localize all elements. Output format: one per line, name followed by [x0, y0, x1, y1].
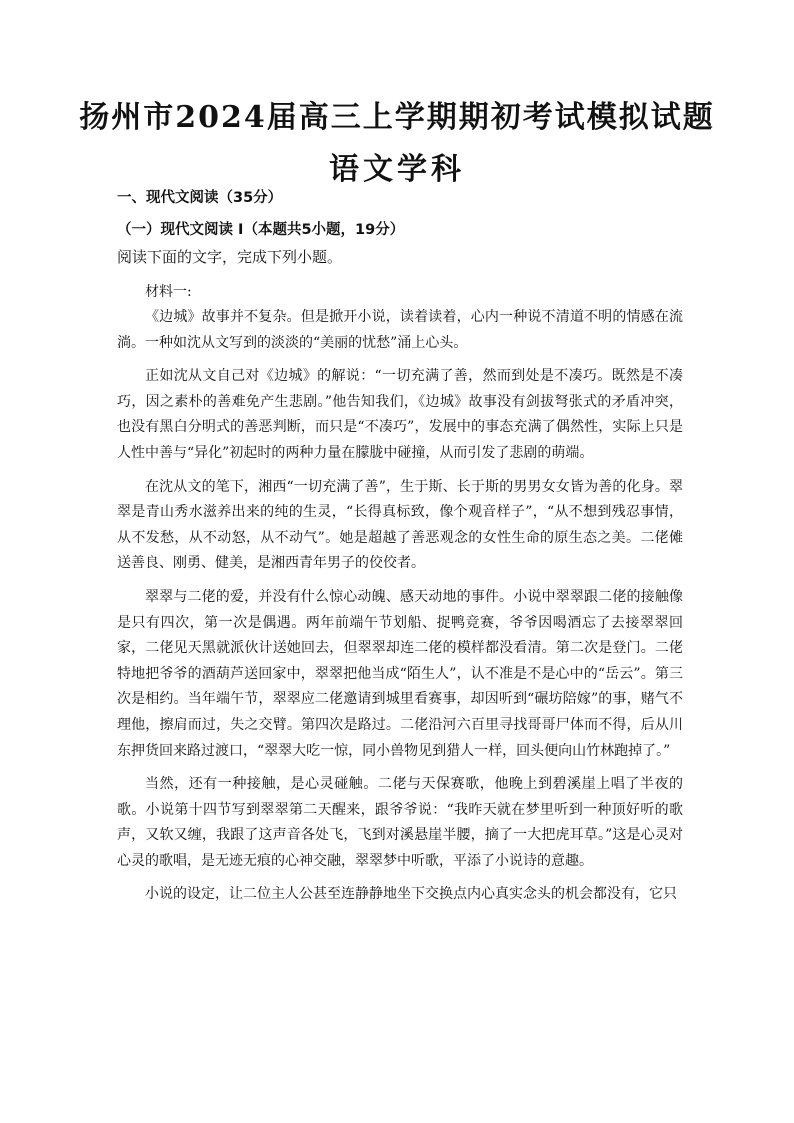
passage-paragraph: 《边城》故事并不复杂。但是掀开小说，读着读着，心内一种说不清道不明的情感在流淌。一种如沈从文写到的淡淡的“美丽的忧愁”涌上心头。	[117, 309, 683, 351]
reading-passage	[117, 305, 683, 916]
reading-instruction: 阅读下面的文字，完成下列小题。	[117, 248, 343, 266]
passage-paragraph: 在沈从文的笔下，湘西“一切充满了善”，生于斯、长于斯的男男女女皆为善的化身。翠翠是青山秀水滋养出来的纯的生灵，“长得真标致，像个观音样子”，“从不想到残忍事情，从不发愁，从不动怒，从不动气”。她是超越了善恶观念的女性生命的原生态之美。二佬傩送善良、刚勇、健美，是湘西青年男子的佼佼者。	[117, 478, 683, 572]
exam-subject: 语文学科	[329, 152, 465, 187]
exam-title: 扬州市2024届高三上学期期初考试模拟试题	[79, 100, 715, 135]
section-heading: 一、现代文阅读（35分）	[117, 190, 283, 206]
passage-paragraph: 翠翠与二佬的爱，并没有什么惊心动魄、感天动地的事件。小说中翠翠跟二佬的接触像是只有四次，第一次是偶遇。两年前端午节划船、捉鸭竞赛，爷爷因喝酒忘了去接翠翠回家，二佬见天黑就派伙计送她回去，但翠翠却连二佬的模样都没看清。第二次是登门。二佬特地把爷爷的酒葫芦送回家中，翠翠把他当成“陌生人”，认不准是不是心中的“岳云”。第三次是相约。当年端午节，翠翠应二佬邀请到城里看赛事，却因听到“碾坊陪嫁”的事，赌气不理他，擦肩而过，失之交臂。第四次是路过。二佬沿河六百里寻找哥哥尸体而不得，后从川东押货回来路过渡口，“翠翠大吃一惊，同小兽物见到猎人一样，回头便向山竹林跑掉了。”	[117, 588, 683, 759]
passage-paragraph: 当然，还有一种接触，是心灵碰触。二佬与天保赛歌，他晚上到碧溪崖上唱了半夜的歌。小说第十四节写到翠翠第二天醒来，跟爷爷说：“我昨天就在梦里听到一种顶好听的歌声，又软又缠，我跟了这声音各处飞，飞到对溪悬崖半腰，摘了一大把虎耳草。”这是心灵对心灵的歌唱，是无迹无痕的心神交融，翠翠梦中听歌，平添了小说诗的意趣。	[117, 776, 683, 869]
subsection-heading: （一）现代文阅读 I（本题共5小题，19分）	[117, 222, 405, 238]
material-label: 材料一:	[145, 284, 192, 300]
passage-paragraph: 正如沈从文自己对《边城》的解说：“一切充满了善，然而到处是不凑巧。既然是不凑巧，因之素朴的善难免产生悲剧。”他告知我们，《边城》故事没有剑拔弩张式的矛盾冲突，也没有黑白分明式的善恶判断，而只是“不凑巧”，发展中的事态充满了偶然性，实际上只是人性中善与“异化”初起时的两种力量在朦胧中碰撞，从而引发了悲剧的萌端。	[117, 368, 683, 461]
passage-paragraph: 小说的设定，让二位主人公甚至连静静地坐下交换点内心真实念头的机会都没有，它只	[145, 886, 677, 903]
